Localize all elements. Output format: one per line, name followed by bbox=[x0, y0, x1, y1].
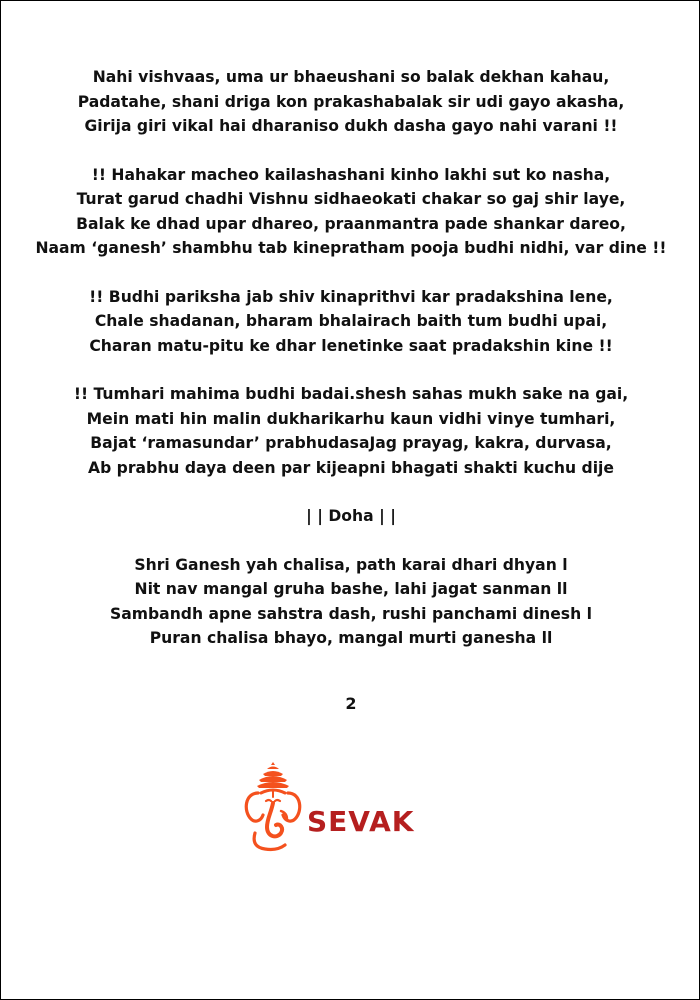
ganesha-icon bbox=[241, 761, 311, 856]
doha-heading: | | Doha | | bbox=[306, 507, 396, 525]
doha-line: Nit nav mangal gruha bashe, lahi jagat sanman ll bbox=[134, 580, 568, 598]
verse-line: !! Hahakar macheo kailashashani kinho lakhi sut ko nasha, bbox=[91, 165, 611, 184]
verse-line: !! Budhi pariksha jab shiv kinaprithvi kar pradakshina lene, bbox=[89, 287, 613, 306]
chalisa-text bbox=[1, 65, 700, 651]
stanza-2 bbox=[1, 163, 700, 261]
verse-line: Naam ‘ganesh’ shambhu tab kinepratham pooja budhi nidhi, var dine !! bbox=[35, 239, 667, 257]
verse-line: Turat garud chadhi Vishnu sidhaeokati chakar so gaj shir laye, bbox=[76, 190, 626, 208]
stanza-1 bbox=[1, 65, 700, 139]
verse-line: Chale shadanan, bharam bhalairach baith tum budhi upai, bbox=[94, 312, 608, 330]
page-number: 2 bbox=[345, 694, 357, 713]
verse-line: Mein mati hin malin dukharikarhu kaun vidhi vinye tumhari, bbox=[86, 409, 616, 428]
verse-line: Nahi vishvaas, uma ur bhaeushani so balak dekhan kahau, bbox=[92, 68, 610, 86]
logo-text: SEVAK bbox=[307, 805, 415, 838]
verse-line: Balak ke dhad upar dhareo, praanmantra pade shankar dareo, bbox=[76, 214, 626, 233]
verse-line: !! Tumhari mahima budhi badai.shesh sahas mukh sake na gai, bbox=[73, 385, 629, 403]
doha-line: Puran chalisa bhayo, mangal murti ganesha ll bbox=[149, 629, 553, 647]
doha-line: Shri Ganesh yah chalisa, path karai dhari dhyan l bbox=[134, 555, 568, 574]
verse-line: Padatahe, shani driga kon prakashabalak sir udi gayo akasha, bbox=[77, 92, 625, 111]
verse-line: Ab prabhu daya deen par kijeapni bhagati shakti kuchu dije bbox=[88, 458, 614, 477]
sevak-logo bbox=[241, 761, 441, 861]
verse-line: Charan matu-pitu ke dhar lenetinke saat pradakshin kine !! bbox=[89, 336, 613, 355]
doha-line: Sambandh apne sahstra dash, rushi panchami dinesh l bbox=[110, 604, 592, 623]
doha-heading-block bbox=[1, 504, 700, 529]
stanza-4 bbox=[1, 382, 700, 480]
doha bbox=[1, 553, 700, 651]
verse-line: Girija giri vikal hai dharaniso dukh dasha gayo nahi varani !! bbox=[84, 117, 618, 135]
stanza-3 bbox=[1, 285, 700, 359]
verse-line: Bajat ‘ramasundar’ prabhudasaJag prayag, kakra, durvasa, bbox=[90, 434, 612, 452]
